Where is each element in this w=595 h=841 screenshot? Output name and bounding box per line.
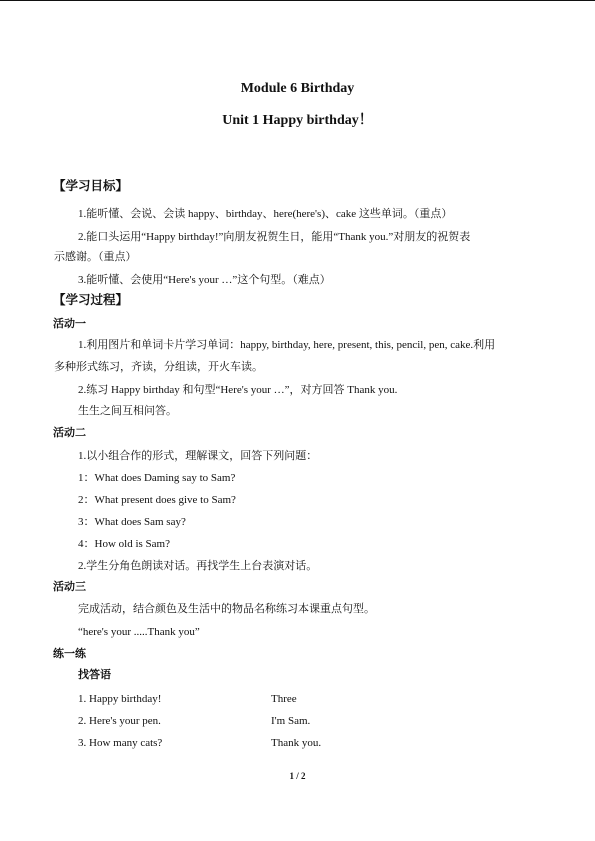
practice-row-3-answer: Thank you. <box>271 737 322 749</box>
activity-1-line-1: 1.利用图片和单词卡片学习单词：happy, birthday, here, present, this, pencil, pen, cake.利用 <box>78 339 496 351</box>
practice-row-1-answer: Three <box>271 693 297 705</box>
unit-title: Unit 1 Happy birthday！ <box>222 113 373 128</box>
process-heading: 【学习过程】 <box>53 292 129 307</box>
activity-2-question-2: 2：What present does give to Sam? <box>78 494 236 506</box>
practice-subheading: 找答语 <box>78 668 111 681</box>
activity-2-title: 活动二 <box>53 426 86 439</box>
goal-item-1: 1.能听懂、会说、会读 happy、birthday、here(here's)、cake 这些单词。（重点） <box>78 208 453 220</box>
activity-1-line-2: 多种形式练习，齐读，分组读，开火车读。 <box>54 361 263 373</box>
goal-item-2-line-1: 2.能口头运用“Happy birthday!”向朋友祝贺生日，能用“Thank you.”对朋友的祝贺表 <box>78 231 471 243</box>
goal-item-2-line-2: 示感谢。（重点） <box>54 251 137 263</box>
activity-2-question-4: 4：How old is Sam? <box>78 538 170 550</box>
goal-item-3: 3.能听懂、会使用“Here's your …”这个句型。（难点） <box>78 274 331 286</box>
practice-row-2-question: 2. Here's your pen. <box>78 715 161 727</box>
module-title: Module 6 Birthday <box>240 81 355 96</box>
activity-2-line-2: 2.学生分角色朗读对话。再找学生上台表演对话。 <box>78 560 318 572</box>
page-number: 1 / 2 <box>289 771 306 781</box>
practice-row-1-question: 1. Happy birthday! <box>78 693 162 705</box>
goals-heading: 【学习目标】 <box>53 178 129 193</box>
activity-2-line-1: 1.以小组合作的形式，理解课文，回答下列问题： <box>78 450 318 462</box>
activity-2-question-1: 1：What does Daming say to Sam? <box>78 472 236 484</box>
activity-1-title: 活动一 <box>53 317 86 330</box>
activity-3-line-2: “here's your .....Thank you” <box>78 626 200 638</box>
activity-3-line-1: 完成活动，结合颜色及生活中的物品名称练习本课重点句型。 <box>78 603 375 615</box>
activity-1-line-4: 生生之间互相问答。 <box>78 405 177 417</box>
activity-3-title: 活动三 <box>53 580 86 593</box>
activity-1-line-3: 2.练习 Happy birthday 和句型“Here's your …”，对方回答 Thank you. <box>78 384 398 396</box>
practice-row-2-answer: I'm Sam. <box>271 715 311 727</box>
practice-row-3-question: 3. How many cats? <box>78 737 163 749</box>
activity-2-question-3: 3：What does Sam say? <box>78 516 186 528</box>
practice-heading: 练一练 <box>53 647 86 660</box>
